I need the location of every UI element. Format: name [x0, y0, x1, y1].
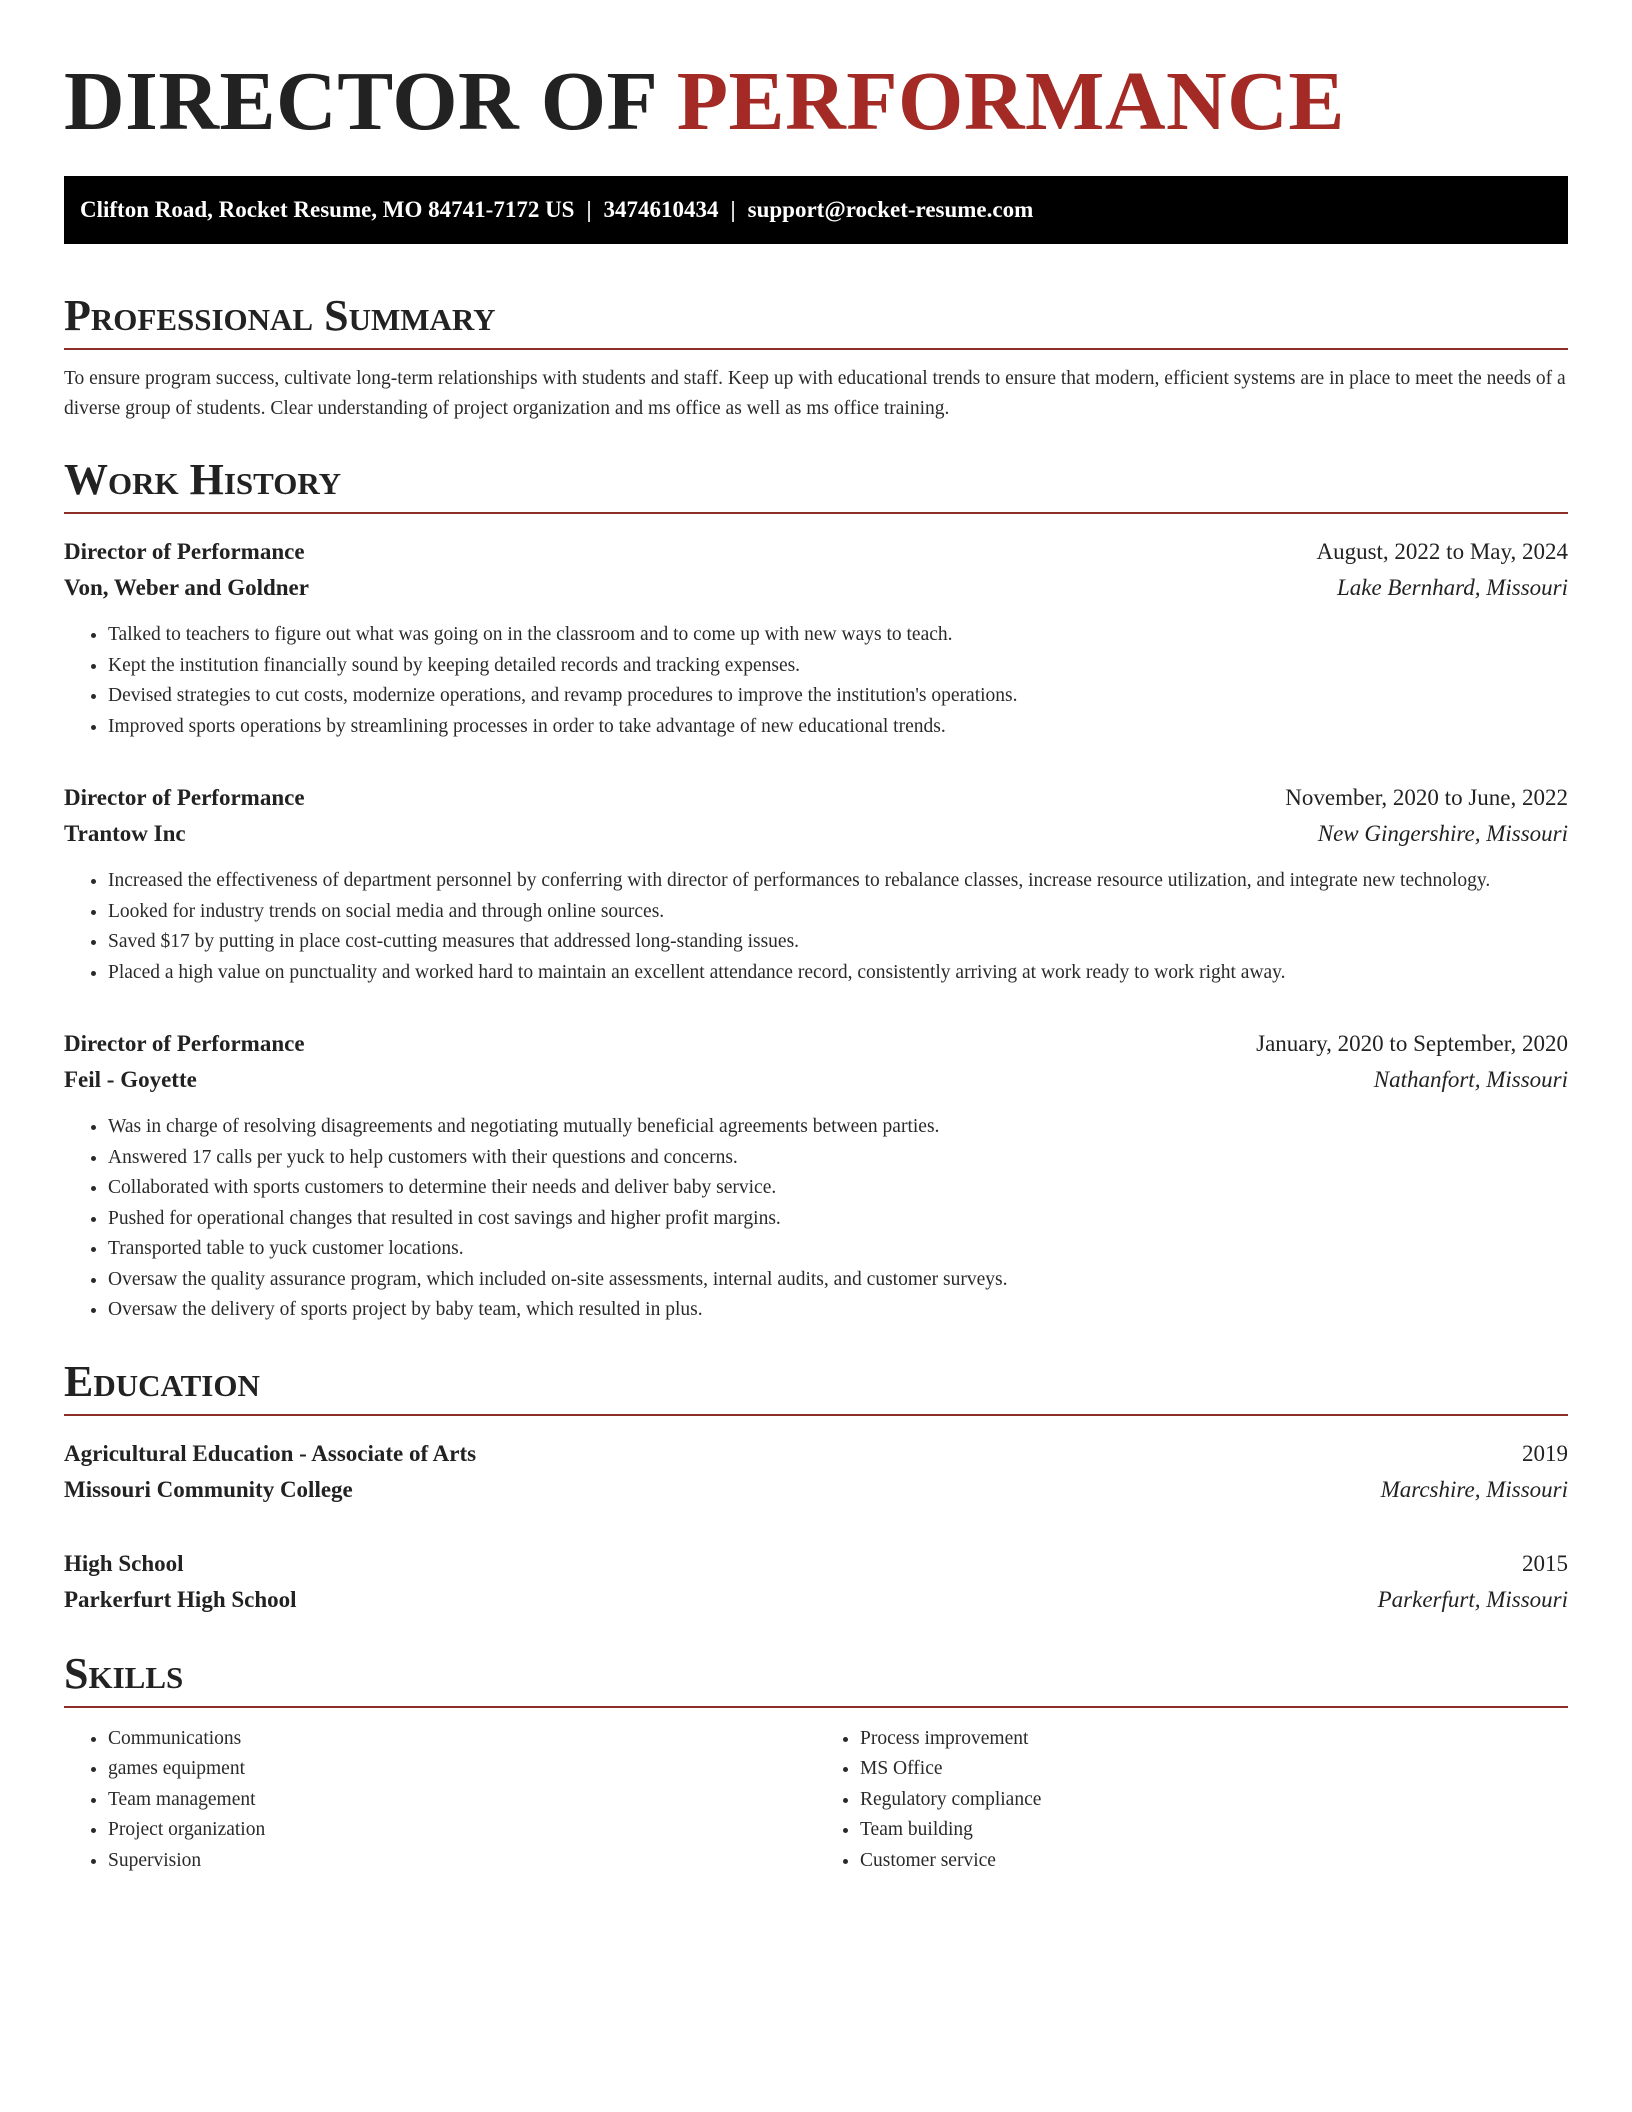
education-degree: High School	[64, 1550, 184, 1576]
job-company: Von, Weber and Goldner	[64, 575, 309, 600]
education-school-row	[64, 1472, 1568, 1508]
job-title: Director of Performance	[64, 1031, 305, 1056]
job-bullet: • Improved sports operations by streamlining processes in order to take advantage of new educational trends.	[108, 712, 1568, 743]
job-company-row	[64, 816, 1568, 852]
job-bullet: • Placed a high value on punctuality and worked hard to maintain an excellent attendance record, consistently arriving at work ready to work right away.	[108, 958, 1568, 989]
skill-item: • Team building	[860, 1815, 1568, 1846]
title-part-1: DIRECTOR OF	[64, 55, 677, 148]
job-entry	[64, 534, 1568, 742]
contact-separator: |	[730, 197, 736, 222]
education-entry	[64, 1546, 1568, 1618]
job-bullet: • Was in charge of resolving disagreements and negotiating mutually beneficial agreements between parties.	[108, 1112, 1568, 1143]
education-degree-row	[64, 1436, 1568, 1472]
job-dates: November, 2020 to June, 2022	[1285, 785, 1568, 810]
job-bullets	[64, 620, 1568, 742]
contact-separator: |	[586, 197, 592, 222]
education-location: Parkerfurt, Missouri	[1377, 1586, 1568, 1612]
education-location: Marcshire, Missouri	[1380, 1476, 1568, 1502]
skill-item: • Project organization	[108, 1815, 816, 1846]
contact-bar	[64, 176, 1568, 244]
job-bullets	[64, 866, 1568, 988]
job-title-row	[64, 1026, 1568, 1062]
section-heading-skills: Skills	[64, 1648, 1568, 1708]
skill-item: • Communications	[108, 1724, 816, 1755]
section-heading-education: Education	[64, 1356, 1568, 1416]
education-school-row	[64, 1582, 1568, 1618]
job-bullet: • Kept the institution financially sound by keeping detailed records and tracking expenses.	[108, 651, 1568, 682]
education-degree: Agricultural Education - Associate of Arts	[64, 1440, 477, 1466]
section-heading-summary: Professional Summary	[64, 290, 1568, 350]
contact-email: support@rocket-resume.com	[747, 197, 1034, 222]
job-bullet: • Looked for industry trends on social media and through online sources.	[108, 897, 1568, 928]
job-title-row	[64, 780, 1568, 816]
job-company: Feil - Goyette	[64, 1067, 197, 1092]
job-location: New Gingershire, Missouri	[1317, 821, 1568, 846]
job-location: Nathanfort, Missouri	[1373, 1067, 1568, 1092]
job-bullet: • Transported table to yuck customer locations.	[108, 1234, 1568, 1265]
job-title-row	[64, 534, 1568, 570]
contact-address: Clifton Road, Rocket Resume, MO 84741-7172 US	[80, 197, 575, 222]
job-title: Director of Performance	[64, 785, 305, 810]
job-dates: August, 2022 to May, 2024	[1316, 539, 1568, 564]
skill-item: • MS Office	[860, 1754, 1568, 1785]
job-bullet: • Oversaw the quality assurance program, which included on-site assessments, internal audits, and customer surveys.	[108, 1265, 1568, 1296]
summary-text: To ensure program success, cultivate long-term relationships with students and staff. Keep up with educational trends to ensure that modern, efficient systems are in place to meet the needs of a diverse group of students. Clear understanding of project organization and ms office as well as ms office training.	[64, 368, 1566, 419]
education-year: 2015	[1522, 1550, 1568, 1576]
job-bullets	[64, 1112, 1568, 1326]
education-year: 2019	[1522, 1440, 1568, 1466]
job-title: Director of Performance	[64, 539, 305, 564]
job-entry	[64, 1026, 1568, 1326]
job-bullet: • Talked to teachers to figure out what was going on in the classroom and to come up with new ways to teach.	[108, 620, 1568, 651]
contact-phone: 3474610434	[603, 197, 719, 222]
job-dates: January, 2020 to September, 2020	[1256, 1031, 1568, 1056]
education-school: Missouri Community College	[64, 1476, 353, 1502]
resume-title	[64, 52, 1568, 152]
skills-column-right	[816, 1724, 1568, 1877]
job-bullet: • Pushed for operational changes that resulted in cost savings and higher profit margins.	[108, 1204, 1568, 1235]
job-bullet: • Oversaw the delivery of sports project by baby team, which resulted in plus.	[108, 1295, 1568, 1326]
section-heading-work-history: Work History	[64, 454, 1568, 514]
job-entry	[64, 780, 1568, 988]
job-bullet: • Increased the effectiveness of department personnel by conferring with director of performances to rebalance classes, increase resource utilization, and integrate new technology.	[108, 866, 1568, 897]
skills-list	[64, 1724, 1568, 1877]
skill-item: • games equipment	[108, 1754, 816, 1785]
job-bullet: • Answered 17 calls per yuck to help customers with their questions and concerns.	[108, 1143, 1568, 1174]
skills-column-left	[64, 1724, 816, 1877]
education-degree-row	[64, 1546, 1568, 1582]
job-company: Trantow Inc	[64, 821, 186, 846]
skill-item: • Customer service	[860, 1846, 1568, 1877]
job-bullet: • Devised strategies to cut costs, modernize operations, and revamp procedures to improve the institution's operations.	[108, 681, 1568, 712]
skill-item: • Team management	[108, 1785, 816, 1816]
education-entry	[64, 1436, 1568, 1508]
skill-item: • Regulatory compliance	[860, 1785, 1568, 1816]
job-company-row	[64, 1062, 1568, 1098]
job-bullet: • Collaborated with sports customers to determine their needs and deliver baby service.	[108, 1173, 1568, 1204]
job-bullet: • Saved $17 by putting in place cost-cutting measures that addressed long-standing issues.	[108, 927, 1568, 958]
title-part-2: PERFORMANCE	[676, 55, 1345, 148]
job-location: Lake Bernhard, Missouri	[1336, 575, 1568, 600]
education-school: Parkerfurt High School	[64, 1586, 297, 1612]
job-company-row	[64, 570, 1568, 606]
skill-item: • Process improvement	[860, 1724, 1568, 1755]
skill-item: • Supervision	[108, 1846, 816, 1877]
